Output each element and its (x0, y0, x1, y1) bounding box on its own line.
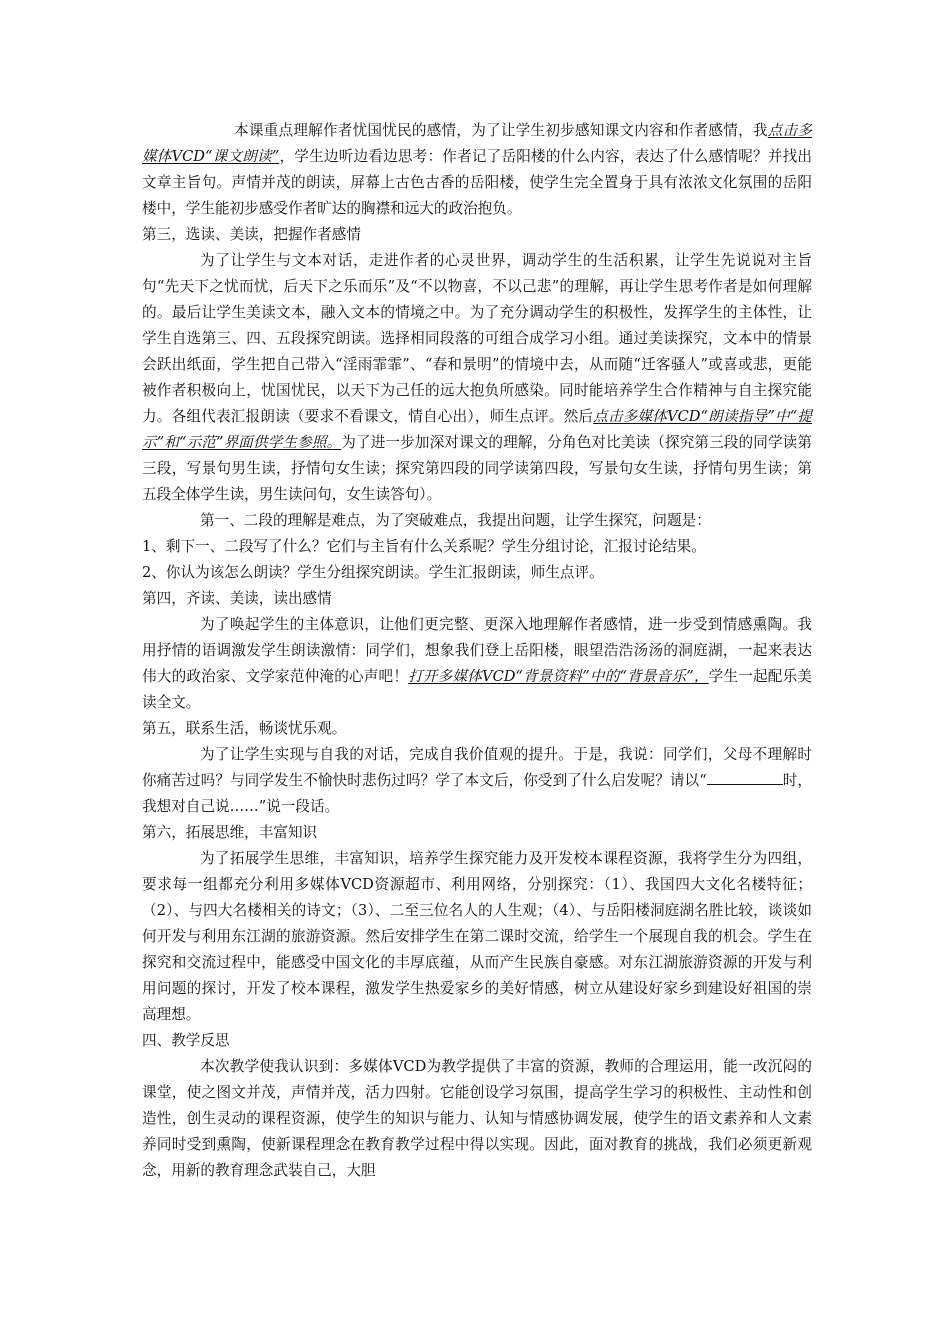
multimedia-link-reading-guide: 点击多媒体VCD“朗读指导”中“提示”和“示范”界面供学生参照。 (142, 408, 813, 451)
paragraph-expansion: 为了拓展学生思维，丰富知识，培养学生探究能力及开发校本课程资源，我将学生分为四组，要求每一组都充分利用多媒体VCD资源超市、利用网络，分别探究：（1）、我国四大文化名楼特征；（2）、与四大名楼相关的诗文；（3）、二至三位名人的人生观；（4）、与岳阳楼洞庭湖名胜比较，谈谈如何开发与利用东江湖的旅游资源。然后安排学生在第二课时交流，给学生一个展现自我的机会。学生在探究和交流过程中，能感受中国文化的丰厚底蕴，从而产生民族自豪感。对东江湖旅游资源的开发与利用问题的探讨，开发了校本课程，激发学生热爱家乡的美好情感，树立从建设好家乡到建设好祖国的崇高理想。 (142, 850, 812, 1023)
paragraph-selective-reading (142, 248, 812, 508)
paragraph-difficulty: 第一、二段的理解是难点，为了突破难点，我提出问题，让学生探究，问题是： (200, 512, 711, 529)
text: 为了让学生实现与自我的对话，完成自我价值观的提升。于是，我说：同学们，父母不理解时你痛苦过吗？与同学发生不愉快时悲伤过吗？学了本文后，你受到了什么启发呢？请以“ (142, 746, 812, 789)
paragraph-reflection: 本次教学使我认识到：多媒体VCD为教学提供了丰富的资源，教师的合理运用，能一改沉闷的课堂，使之图文并茂，声情并茂，活力四射。它能创设学习氛围，提高学生学习的积极性、主动性和创造性，创生灵动的课程资源，使学生的知识与能力、认知与情感协调发展，使学生的语文素养和人文素养同时受到熏陶，使新课程理念在教育教学过程中得以实现。因此，面对教育的挑战，我们必须更新观念，用新的教育理念武装自己，大胆 (142, 1058, 812, 1179)
text: 本课重点理解作者忧国忧民的感情，为了让学生初步感知课文内容和作者感情，我 (234, 122, 768, 139)
text: 学生一起配乐美读全文。 (142, 668, 812, 711)
section-heading-3: 第三，选读、美读，把握作者感情 (142, 226, 361, 243)
fill-in-blank (707, 770, 783, 785)
text: 为了进一步加深对课文的理解，分角色对比美读（探究第三段的同学读第三段，写景句男生读，抒情句女生读；探究第四段的同学读第四段，写景句女生读，抒情句男生读；第五段全体学生读，男生读问句，女生读答句）。 (142, 434, 812, 503)
multimedia-link-background-music: 打开多媒体VCD“背景资料”中的“背景音乐”， (408, 668, 709, 685)
section-heading-reflection: 四、教学反思 (142, 1032, 230, 1049)
paragraph-life-connection (142, 742, 812, 820)
question-2: 2、你认为该怎么朗读？学生分组探究朗读。学生汇报朗读，师生点评。 (142, 564, 604, 581)
paragraph-group-reading (142, 612, 812, 716)
text: 为了让学生与文本对话，走进作者的心灵世界，调动学生的生活积累，让学生先说说对主旨句“先天下之忧而忧，后天下之乐而乐”及“不以物喜，不以己悲”的理解，再让学生思考作者是如何理解的。最后让学生美读文本，融入文本的情境之中。为了充分调动学生的积极性，发挥学生的主体性，让学生自选第三、四、五段探究朗读。选择相同段落的可组合成学习小组。通过美读探究，文本中的情景会跃出纸面，学生把自己带入“淫雨霏霏”、“春和景明”的情境中去，从而随“迁客骚人”或喜或悲，更能被作者积极向上，忧国忧民，以天下为己任的远大抱负所感染。同时能培养学生合作精神与自主探究能力。各组代表汇报朗读（要求不看课文，情自心出），师生点评。然后 (142, 252, 812, 425)
paragraph-intro (142, 118, 812, 222)
section-heading-4: 第四，齐读、美读，读出感情 (142, 590, 332, 607)
text: 为了唤起学生的主体意识，让他们更完整、更深入地理解作者感情，进一步受到情感熏陶。我用抒情的语调激发学生朗读激情：同学们，想象我们登上岳阳楼，眼望浩浩汤汤的洞庭湖，一起来表达伟大的政治家、文学家范仲淹的心声吧！ (142, 616, 812, 685)
question-1: 1、剩下一、二段写了什么？它们与主旨有什么关系呢？学生分组讨论，汇报讨论结果。 (142, 538, 706, 555)
text: ，学生边听边看边思考：作者记了岳阳楼的什么内容，表达了什么感情呢？并找出文章主旨句。声情并茂的朗读，屏幕上古色古香的岳阳楼，使学生完全置身于具有浓浓文化氛围的岳阳楼中，学生能初步感受作者旷达的胸襟和远大的政治抱负。 (142, 148, 812, 217)
multimedia-link-text-reading: 点击多媒体VCD“课文朗读” (142, 122, 812, 165)
section-heading-5: 第五，联系生活，畅谈忧乐观。 (142, 720, 347, 737)
document-body (142, 118, 812, 1184)
text: 时，我想对自己说……”说一段话。 (142, 772, 812, 815)
section-heading-6: 第六，拓展思维，丰富知识 (142, 824, 318, 841)
